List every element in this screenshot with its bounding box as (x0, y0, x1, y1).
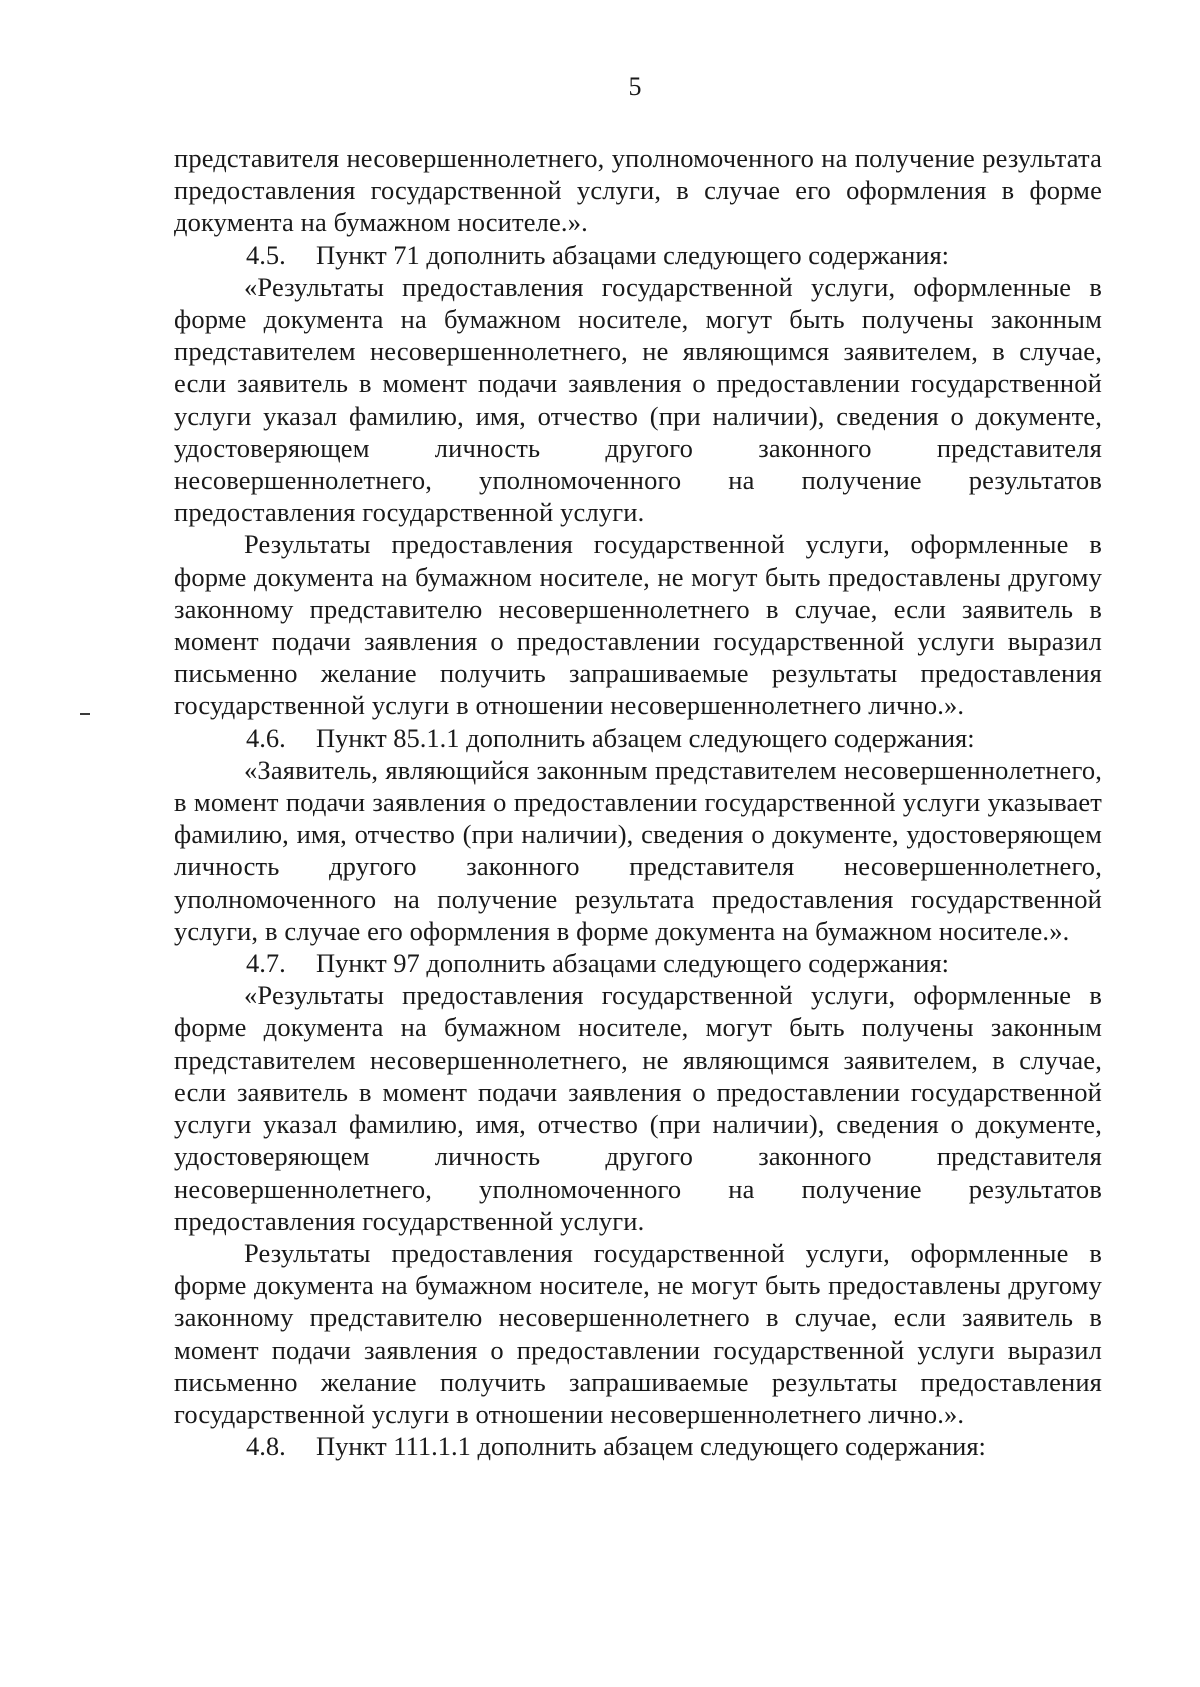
amendment-item-4-7 (174, 947, 1102, 979)
paragraph: «Результаты предоставления государственной услуги, оформленные в форме документа на бумажном носителе, могут быть получены законным представителем несовершеннолетнего, не являющимся заявителем, в случае, если заявитель в момент подачи заявления о предоставлении государственной услуги указал фамилию, имя, отчество (при наличии), сведения о документе, удостоверяющем личность другого законного представителя несовершеннолетнего, уполномоченного на получение результатов предоставления государственной услуги. (174, 271, 1102, 528)
item-number: 4.8. (246, 1431, 286, 1462)
item-text: Пункт 97 дополнить абзацами следующего содержания: (316, 948, 950, 979)
item-number: 4.5. (246, 239, 286, 270)
document-body (174, 142, 1102, 1462)
amendment-item-4-8 (174, 1430, 1102, 1462)
paragraph: «Заявитель, являющийся законным представителем несовершеннолетнего, в момент подачи заявления о предоставлении государственной услуги указывает фамилию, имя, отчество (при наличии), сведения о документе, удостоверяющем личность другого законного представителя несовершеннолетнего, уполномоченного на получение результата предоставления государственной услуги, в случае его оформления в форме документа на бумажном носителе.». (174, 754, 1102, 946)
amendment-item-4-5 (174, 239, 1102, 271)
item-number: 4.7. (246, 948, 286, 979)
item-number: 4.6. (246, 722, 286, 753)
paragraph: представителя несовершеннолетнего, уполномоченного на получение результата предоставления государственной услуги, в случае его оформления в форме документа на бумажном носителе.». (174, 143, 1102, 238)
amendment-item-4-6 (174, 722, 1102, 754)
paragraph: Результаты предоставления государственной услуги, оформленные в форме документа на бумажном носителе, не могут быть предоставлены другому законному представителю несовершеннолетнего в случае, если заявитель в момент подачи заявления о предоставлении государственной услуги выразил письменно желание получить запрашиваемые результаты предоставления государственной услуги в отношении несовершеннолетнего лично.». (174, 529, 1102, 721)
item-text: Пункт 111.1.1 дополнить абзацем следующего содержания: (316, 1431, 986, 1462)
page-number: 5 (628, 72, 642, 101)
item-text: Пункт 85.1.1 дополнить абзацем следующего содержания: (316, 722, 975, 753)
paragraph: Результаты предоставления государственной услуги, оформленные в форме документа на бумажном носителе, не могут быть предоставлены другому законному представителю несовершеннолетнего в случае, если заявитель в момент подачи заявления о предоставлении государственной услуги выразил письменно желание получить запрашиваемые результаты предоставления государственной услуги в отношении несовершеннолетнего лично.». (174, 1237, 1102, 1429)
paragraph: «Результаты предоставления государственной услуги, оформленные в форме документа на бумажном носителе, могут быть получены законным представителем несовершеннолетнего, не являющимся заявителем, в случае, если заявитель в момент подачи заявления о предоставлении государственной услуги указал фамилию, имя, отчество (при наличии), сведения о документе, удостоверяющем личность другого законного представителя несовершеннолетнего, уполномоченного на получение результатов предоставления государственной услуги. (174, 980, 1102, 1236)
item-text: Пункт 71 дополнить абзацами следующего содержания: (316, 239, 950, 270)
margin-mark (80, 713, 90, 715)
